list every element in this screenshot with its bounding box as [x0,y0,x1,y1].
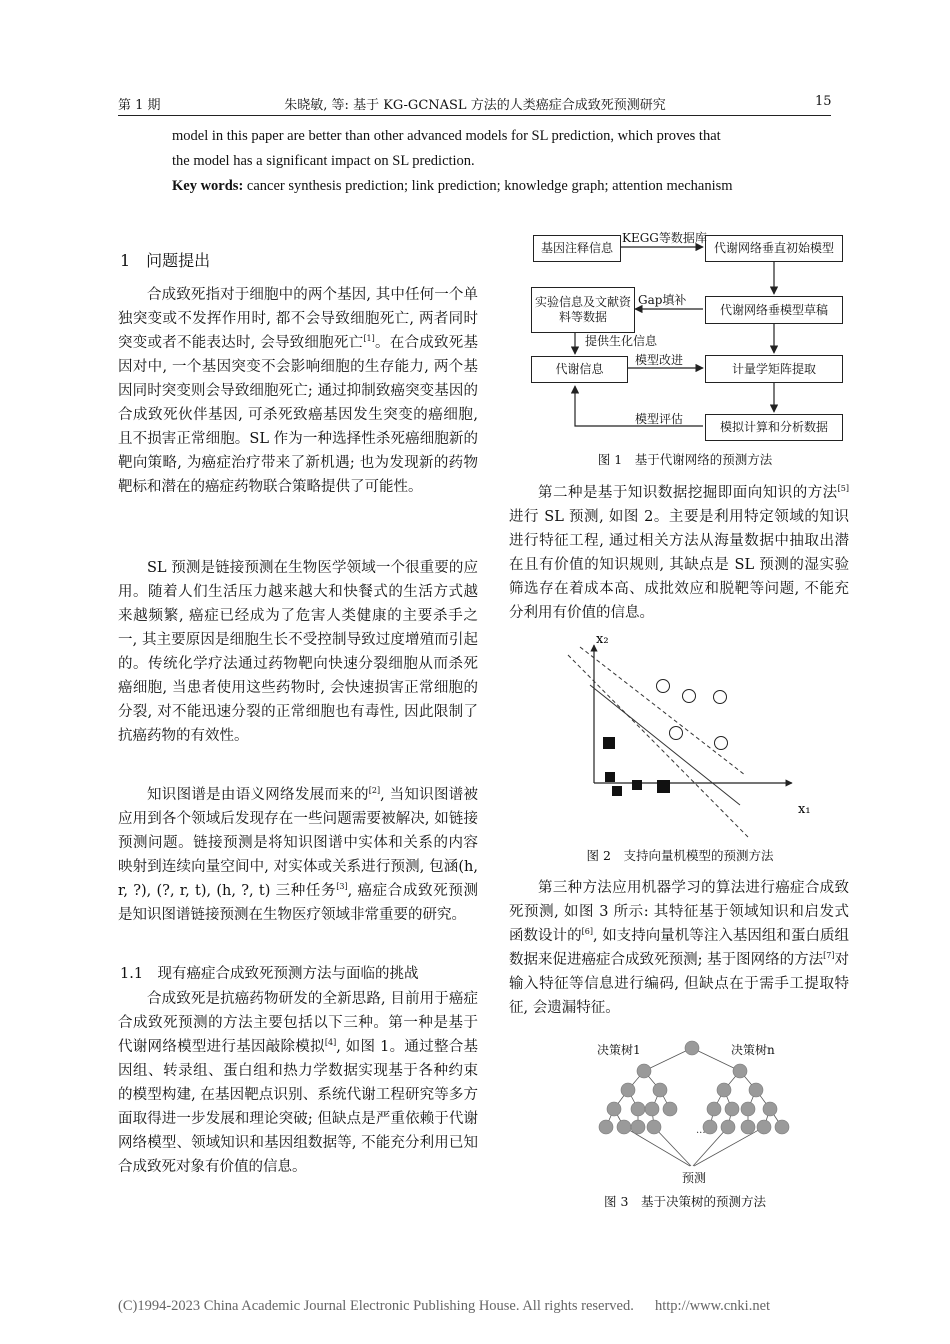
s1p3-text-a: 知识图谱是由语义网络发展而来的 [147,787,369,803]
fig3-node [631,1102,645,1116]
header-rule [118,115,831,116]
fig1-label-improve: 模型改进 [635,353,684,367]
abstract-line-2: the model has a significant impact on SL prediction. [172,153,475,169]
s11p1-text-b: , 如图 1。通过整合基因组、转录组、蛋白组和热力学数据实现基于各种约束的模型构建, 在基因靶点识别、系统代谢工程研究等多方面取得进一步发展和理论突破; 但缺点是严重依赖于代谢网络模型、领域知识和基因组数据等, 不能充分利用已知合成致死对象有价值的信息。 [118,1039,479,1175]
rp2-text-a: 第三种方法应用机器学习的算法进行癌症合成致死预测, 如图 3 所示: 其特征基于领域知识和启发式函数设计的 [509,880,849,944]
ref-3: [3] [336,882,348,891]
header-page: 15 [815,94,832,109]
fig1-label-gap: Gap填补 [638,293,687,307]
fig2-circle-point [715,737,728,750]
fig3-dots: ... [696,1125,706,1136]
fig3-node [647,1120,661,1134]
fig2-x1-label: x₁ [798,802,811,817]
ref-6: [6] [581,927,593,936]
fig3-node [645,1102,659,1116]
s1p1-text-a: 合成致死指对于细胞中的两个基因, 其中任何一个单独突变或不发挥作用时, 都不会导致细胞死亡, 两者同时突变或者不能表达时, 会导致细胞死亡 [118,287,478,351]
fig2-x2-label: x₂ [596,632,609,647]
fig1-label-biochem: 提供生化信息 [585,334,658,348]
figure-3-caption: 图 3 基于决策树的预测方法 [604,1194,766,1209]
fig1-box-experiment-info: 实验信息及文献资料等数据 [531,287,635,333]
right-paragraph-2 [509,876,849,1020]
fig3-node [631,1120,645,1134]
s11p1-text-a: 合成致死是抗癌药物研发的全新思路, 目前用于癌症合成致死预测的方法主要包括以下三种。第一种是基于代谢网络模型进行基因敲除模拟 [118,991,478,1055]
rp2-text-b: , 如支持向量机等注入基因组和蛋白质组数据来促进癌症合成致死预测; 基于图网络的方法 [509,928,850,968]
figure-1-caption: 图 1 基于代谢网络的预测方法 [597,452,773,467]
fig3-node [721,1120,735,1134]
fig3-node [741,1102,755,1116]
fig1-box-metabolic-info: 代谢信息 [531,356,628,383]
fig3-node [749,1083,763,1097]
fig3-node [775,1120,789,1134]
fig3-node [717,1083,731,1097]
fig3-node [599,1120,613,1134]
fig3-node [685,1041,699,1055]
section-1-paragraph-2: SL 预测是链接预测在生物医学领域一个很重要的应用。随着人们生活压力越来越大和快餐式的生活方式越来越频繁, 癌症已经成为了危害人类健康的主要杀手之一, 其主要原因是细胞生长不受控制导致过度增殖而引起的。传统化学疗法通过药物靶向快速分裂细胞从而杀死癌细胞, 当患者使用这些药物时, 会快速损害正常细胞的分裂, 对不能迅速分裂的正常细胞也有毒性, 因此限制了抗癌药物的有效性。 [118,560,478,744]
fig3-node [621,1083,635,1097]
rp1-text-a: 第二种是基于知识数据挖掘即面向知识的方法 [538,485,838,501]
ref-2: [2] [368,786,381,795]
fig3-treen-label: 决策树n [731,1043,775,1057]
fig3-node [725,1102,739,1116]
section-1-1-paragraph-1 [118,987,478,1179]
ref-5: [5] [837,484,849,493]
right-paragraph-1 [509,481,849,625]
s1p3-text-c: , 癌症合成致死预测是知识图谱链接预测在生物医疗领域非常重要的研究。 [118,883,479,923]
header-title: 朱晓敏, 等: 基于 KG-GCNASL 方法的人类癌症合成致死预测研究 [284,98,666,113]
fig1-label-evaluate: 模型评估 [635,412,684,426]
keywords-label: Key words: [172,178,244,194]
section-1-paragraph-3 [118,783,478,927]
section-1-paragraph-1 [118,283,478,499]
fig2-circle-point [683,690,696,703]
fig1-box-draft-model: 代谢网络垂模型草稿 [705,296,843,324]
ref-4: [4] [324,1038,337,1047]
fig2-circle-point [714,691,727,704]
fig3-node [707,1102,721,1116]
fig2-circle-point [670,727,683,740]
fig3-node [617,1120,631,1134]
abstract-line-1: model in this paper are better than other advanced models for SL prediction, which proves that [172,128,721,144]
fig3-node [607,1102,621,1116]
rp2-text-c: 对输入特征等信息进行编码, 但缺点在于需手工提取特征, 会遗漏特征。 [509,952,850,1016]
fig1-box-initial-model: 代谢网络垂直初始模型 [705,235,843,262]
header-issue: 第 1 期 [118,98,161,113]
fig3-tree1-label: 决策树1 [597,1043,641,1057]
fig3-node [763,1102,777,1116]
fig2-square-point [603,737,615,749]
footer-copyright: (C)1994-2023 China Academic Journal Electronic Publishing House. All rights reserved. [118,1298,634,1314]
s1p3-text-b: , 当知识图谱被应用到各个领域后发现存在一些问题需要被解决, 如链接预测问题。链接预测是将知识图谱中实体和关系的内容映射到连续向量空间中, 对实体或关系进行预测, 包涵(h, r, ?), (?, r, t), (h, ?, t) 三种任务 [118,787,479,899]
keywords [172,174,832,198]
fig3-node [637,1064,651,1078]
fig3-node [653,1083,667,1097]
rp1-text-b: 进行 SL 预测, 如图 2。主要是利用特定领域的知识进行特征工程, 通过相关方法从海量数据中抽取出潜在且有价值的知识规则, 其缺点是 SL 预测的湿实验筛选存在着成本高、成批效应和脱靶等问题, 不能充分利用有价值的信息。 [509,509,849,621]
fig1-box-gene-annotation: 基因注释信息 [533,235,621,262]
fig3-node [663,1102,677,1116]
figure-3 [592,1036,792,1188]
footer-url[interactable]: http://www.cnki.net [655,1298,771,1314]
fig2-square-point [605,772,615,782]
fig1-box-matrix: 计量学矩阵提取 [705,355,843,383]
figure-2 [560,625,820,845]
figure-1 [525,230,845,445]
section-1-heading: 1 问题提出 [120,251,211,270]
fig2-margin-upper [580,647,745,775]
ref-1: [1] [363,334,375,343]
fig1-box-simulate: 模拟计算和分析数据 [705,414,843,441]
section-1-1-heading: 1.1 现有癌症合成致死预测方法与面临的挑战 [120,966,419,982]
figure-1-arrows [525,230,845,445]
fig2-square-point [657,780,670,793]
ref-7: [7] [823,951,835,960]
fig3-node [733,1064,747,1078]
fig2-square-point [612,786,622,796]
fig2-circle-point [657,680,670,693]
figure-2-caption: 图 2 支持向量机模型的预测方法 [586,848,774,863]
fig1-label-kegg: KEGG等数据库 [622,231,707,245]
keywords-text: cancer synthesis prediction; link prediction; knowledge graph; attention mechanism [246,178,733,194]
fig3-node [741,1120,755,1134]
fig3-node [757,1120,771,1134]
s1p1-text-b: 。在合成致死基因对中, 一个基因突变不会影响细胞的生存能力, 两个基因同时突变则会导致细胞死亡; 通过抑制致癌突变基因的合成致死伙伴基因, 可杀死致癌基因发生突变的癌细胞, 且不损害正常细胞。SL 作为一种选择性杀死癌细胞新的靶向策略, 为癌症治疗带来了新机遇; 也为发现新的药物靶标和潜在的癌症药物联合策略提供了可能性。 [118,335,479,495]
fig3-predict-label: 预测 [682,1171,707,1185]
fig2-square-point [632,780,642,790]
